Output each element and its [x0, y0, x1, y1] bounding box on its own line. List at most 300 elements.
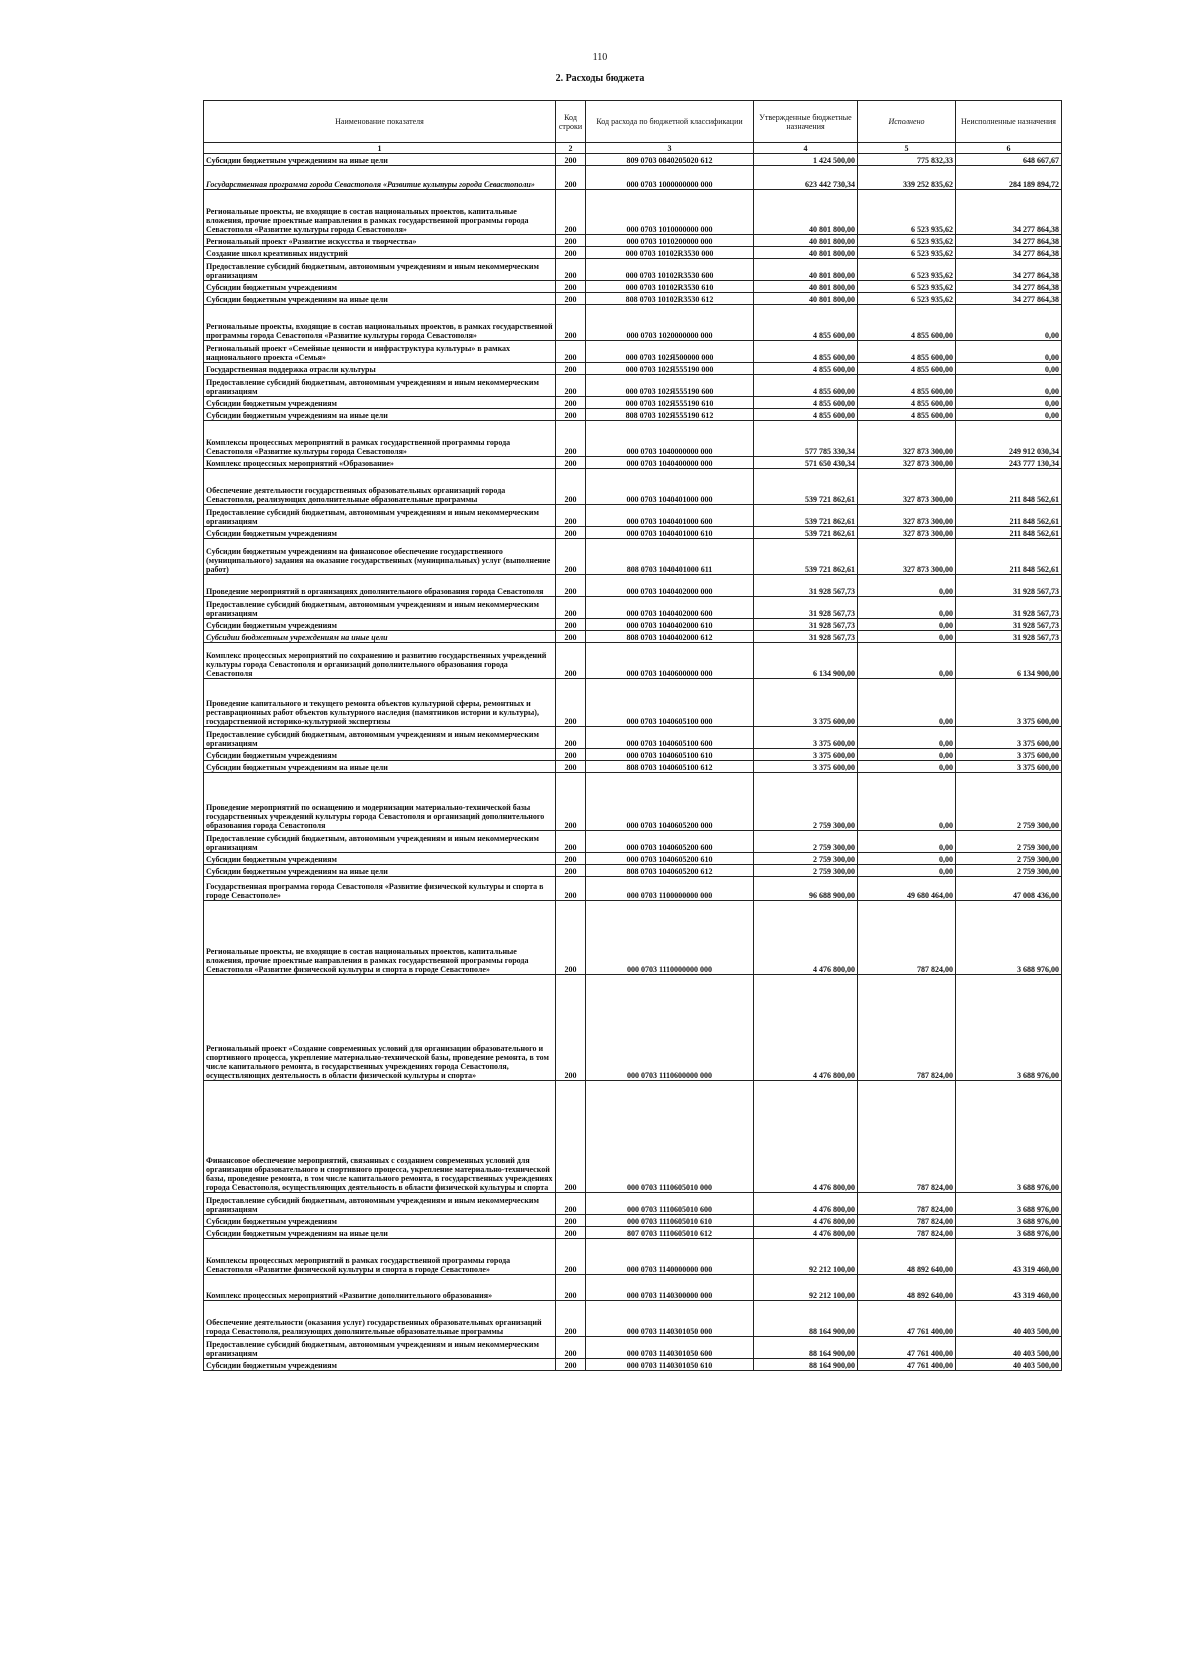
row-kbk: 000 0703 1020000000 000 — [586, 305, 754, 341]
table-row — [204, 190, 1062, 235]
row-approved: 539 721 862,61 — [754, 505, 858, 527]
section-title: 2. Расходы бюджета — [555, 73, 645, 84]
row-approved: 40 801 800,00 — [754, 281, 858, 293]
row-approved: 40 801 800,00 — [754, 259, 858, 281]
row-code: 200 — [556, 1193, 586, 1215]
row-approved: 2 759 300,00 — [754, 773, 858, 831]
row-kbk: 000 0703 1010000000 000 — [586, 190, 754, 235]
row-code: 200 — [556, 293, 586, 305]
row-unexecuted: 3 688 976,00 — [956, 1081, 1062, 1193]
row-name: Субсидии бюджетным учреждениям — [204, 397, 556, 409]
row-approved: 539 721 862,61 — [754, 527, 858, 539]
table-row — [204, 1239, 1062, 1275]
table-header-row — [204, 101, 1062, 143]
row-executed: 48 892 640,00 — [858, 1239, 956, 1275]
row-unexecuted: 3 688 976,00 — [956, 1193, 1062, 1215]
header-name: Наименование показателя — [204, 101, 556, 143]
row-unexecuted: 31 928 567,73 — [956, 575, 1062, 597]
row-executed: 0,00 — [858, 865, 956, 877]
row-kbk: 000 0703 1040402000 600 — [586, 597, 754, 619]
row-name: Комплекс процессных мероприятий «Развитие дополнительного образования» — [204, 1275, 556, 1301]
col-number: 2 — [556, 143, 586, 154]
row-code: 200 — [556, 539, 586, 575]
row-executed: 6 523 935,62 — [858, 235, 956, 247]
table-row — [204, 527, 1062, 539]
row-name: Проведение мероприятий в организациях дополнительного образования города Севастополя — [204, 575, 556, 597]
row-name: Государственная поддержка отрасли культуры — [204, 363, 556, 375]
row-approved: 31 928 567,73 — [754, 619, 858, 631]
table-row — [204, 154, 1062, 166]
row-unexecuted: 40 403 500,00 — [956, 1359, 1062, 1371]
row-approved: 4 855 600,00 — [754, 397, 858, 409]
row-name: Государственная программа города Севастополя «Развитие культуры города Севастополи» — [204, 166, 556, 190]
row-unexecuted: 211 848 562,61 — [956, 469, 1062, 505]
row-code: 200 — [556, 853, 586, 865]
row-approved: 4 855 600,00 — [754, 341, 858, 363]
row-name: Предоставление субсидий бюджетным, автономным учреждениям и иным некоммерческим организациям — [204, 505, 556, 527]
row-unexecuted: 0,00 — [956, 397, 1062, 409]
row-kbk: 000 0703 1040401000 000 — [586, 469, 754, 505]
row-executed: 0,00 — [858, 619, 956, 631]
row-unexecuted: 211 848 562,61 — [956, 539, 1062, 575]
row-code: 200 — [556, 1215, 586, 1227]
row-approved: 4 855 600,00 — [754, 305, 858, 341]
row-executed: 327 873 300,00 — [858, 539, 956, 575]
row-kbk: 808 0703 1040402000 612 — [586, 631, 754, 643]
row-approved: 539 721 862,61 — [754, 469, 858, 505]
row-name: Субсидии бюджетным учреждениям — [204, 1359, 556, 1371]
row-unexecuted: 43 319 460,00 — [956, 1275, 1062, 1301]
row-code: 200 — [556, 865, 586, 877]
row-name: Субсидии бюджетным учреждениям на иные цели — [204, 761, 556, 773]
row-approved: 577 785 330,34 — [754, 421, 858, 457]
row-code: 200 — [556, 397, 586, 409]
table-row — [204, 341, 1062, 363]
row-unexecuted: 47 008 436,00 — [956, 877, 1062, 901]
row-name: Предоставление субсидий бюджетным, автономным учреждениям и иным некоммерческим организациям — [204, 831, 556, 853]
row-unexecuted: 3 688 976,00 — [956, 1227, 1062, 1239]
row-code: 200 — [556, 1359, 586, 1371]
row-name: Региональные проекты, входящие в состав национальных проектов, в рамках государственной программы города Севастополя «Развитие культуры города Севастополя» — [204, 305, 556, 341]
table-row — [204, 457, 1062, 469]
row-name: Финансовое обеспечение мероприятий, связанных с созданием современных условий для организации образовательного и спортивного процесса, укрепление материально-технической базы, проведение ремонта, в том числе капитального ремонта, в государственных учреждениях города Севастополя, осуществляющих деятельность в области физической культуры и спорта — [204, 1081, 556, 1193]
header-unexecuted: Неисполненные назначения — [956, 101, 1062, 143]
row-name: Субсидии бюджетным учреждениям — [204, 527, 556, 539]
row-name: Региональные проекты, не входящие в состав национальных проектов, капитальные вложения, прочие проектные направления в рамках государственной программы города Севастополя «Развитие культуры города Севастополя» — [204, 190, 556, 235]
col-number: 6 — [956, 143, 1062, 154]
row-unexecuted: 34 277 864,38 — [956, 259, 1062, 281]
row-kbk: 000 0703 1040605100 600 — [586, 727, 754, 749]
table-row — [204, 166, 1062, 190]
row-unexecuted: 34 277 864,38 — [956, 247, 1062, 259]
row-kbk: 000 0703 1040605200 610 — [586, 853, 754, 865]
row-approved: 6 134 900,00 — [754, 643, 858, 679]
row-kbk: 000 0703 102Я500000 000 — [586, 341, 754, 363]
row-approved: 1 424 500,00 — [754, 154, 858, 166]
row-executed: 787 824,00 — [858, 975, 956, 1081]
row-kbk: 000 0703 1040605200 600 — [586, 831, 754, 853]
row-unexecuted: 2 759 300,00 — [956, 853, 1062, 865]
row-code: 200 — [556, 975, 586, 1081]
header-approved: Утвержденные бюджетные назначения — [754, 101, 858, 143]
table-row — [204, 1359, 1062, 1371]
table-row — [204, 505, 1062, 527]
row-code: 200 — [556, 831, 586, 853]
row-approved: 31 928 567,73 — [754, 597, 858, 619]
row-unexecuted: 40 403 500,00 — [956, 1337, 1062, 1359]
row-kbk: 000 0703 1110600000 000 — [586, 975, 754, 1081]
row-executed: 339 252 835,62 — [858, 166, 956, 190]
row-unexecuted: 2 759 300,00 — [956, 773, 1062, 831]
row-approved: 4 476 800,00 — [754, 1227, 858, 1239]
col-number: 5 — [858, 143, 956, 154]
row-executed: 0,00 — [858, 831, 956, 853]
row-executed: 327 873 300,00 — [858, 457, 956, 469]
row-unexecuted: 0,00 — [956, 363, 1062, 375]
row-kbk: 000 0703 1140300000 000 — [586, 1275, 754, 1301]
row-code: 200 — [556, 597, 586, 619]
row-approved: 4 476 800,00 — [754, 1215, 858, 1227]
table-row — [204, 619, 1062, 631]
row-approved: 3 375 600,00 — [754, 727, 858, 749]
row-name: Создание школ креативных индустрий — [204, 247, 556, 259]
table-row — [204, 597, 1062, 619]
row-executed: 47 761 400,00 — [858, 1301, 956, 1337]
table-row — [204, 409, 1062, 421]
table-row — [204, 281, 1062, 293]
table-row — [204, 1193, 1062, 1215]
row-name: Субсидии бюджетным учреждениям на иные цели — [204, 1227, 556, 1239]
row-kbk: 000 0703 10102R3530 610 — [586, 281, 754, 293]
row-approved: 40 801 800,00 — [754, 247, 858, 259]
row-name: Предоставление субсидий бюджетным, автономным учреждениям и иным некоммерческим организациям — [204, 1337, 556, 1359]
row-approved: 4 855 600,00 — [754, 409, 858, 421]
row-approved: 3 375 600,00 — [754, 761, 858, 773]
row-unexecuted: 284 189 894,72 — [956, 166, 1062, 190]
row-unexecuted: 40 403 500,00 — [956, 1301, 1062, 1337]
row-executed: 787 824,00 — [858, 1193, 956, 1215]
row-approved: 623 442 730,34 — [754, 166, 858, 190]
row-name: Субсидии бюджетным учреждениям на финансовое обеспечение государственного (муниципального) задания на оказание государственных (муниципальных) услуг (выполнение работ) — [204, 539, 556, 575]
row-name: Региональные проекты, не входящие в состав национальных проектов, капитальные вложения, прочие проектные направления в рамках государственной программы города Севастополя «Развитие физической культуры и спорта в городе Севастополе» — [204, 901, 556, 975]
table-row — [204, 1337, 1062, 1359]
row-kbk: 808 0703 102Я555190 612 — [586, 409, 754, 421]
row-name: Проведение капитального и текущего ремонта объектов культурной сферы, ремонтных и реставрационных работ объектов культурного наследия (памятников истории и культуры), государственной историко-культурной экспертизы — [204, 679, 556, 727]
row-code: 200 — [556, 363, 586, 375]
row-code: 200 — [556, 761, 586, 773]
row-name: Обеспечение деятельности (оказания услуг) государственных образовательных организаций города Севастополя, реализующих дополнительные образовательные программы — [204, 1301, 556, 1337]
row-kbk: 000 0703 1140301050 000 — [586, 1301, 754, 1337]
row-name: Комплексы процессных мероприятий в рамках государственной программы города Севастополя «Развитие физической культуры и спорта в городе Севастополе» — [204, 1239, 556, 1275]
table-body — [204, 154, 1062, 1371]
row-code: 200 — [556, 727, 586, 749]
row-kbk: 000 0703 1110605010 610 — [586, 1215, 754, 1227]
table-row — [204, 1227, 1062, 1239]
row-unexecuted: 3 375 600,00 — [956, 761, 1062, 773]
row-kbk: 808 0703 1040605200 612 — [586, 865, 754, 877]
row-unexecuted: 34 277 864,38 — [956, 281, 1062, 293]
budget-expenses-table — [203, 100, 1062, 1371]
row-code: 200 — [556, 773, 586, 831]
row-code: 200 — [556, 281, 586, 293]
row-executed: 787 824,00 — [858, 1215, 956, 1227]
row-executed: 6 523 935,62 — [858, 281, 956, 293]
table-row — [204, 631, 1062, 643]
row-executed: 4 855 600,00 — [858, 409, 956, 421]
row-kbk: 000 0703 102Я555190 000 — [586, 363, 754, 375]
row-code: 200 — [556, 166, 586, 190]
row-name: Предоставление субсидий бюджетным, автономным учреждениям и иным некоммерческим организациям — [204, 727, 556, 749]
header-row-code: Код строки — [556, 101, 586, 143]
row-approved: 92 212 100,00 — [754, 1239, 858, 1275]
row-executed: 48 892 640,00 — [858, 1275, 956, 1301]
row-name: Субсидии бюджетным учреждениям на иные цели — [204, 154, 556, 166]
row-name: Субсидии бюджетным учреждениям — [204, 1215, 556, 1227]
row-name: Субсидии бюджетным учреждениям на иные цели — [204, 631, 556, 643]
row-code: 200 — [556, 505, 586, 527]
row-unexecuted: 2 759 300,00 — [956, 865, 1062, 877]
row-code: 200 — [556, 457, 586, 469]
row-kbk: 000 0703 1100000000 000 — [586, 877, 754, 901]
table-row — [204, 761, 1062, 773]
row-approved: 571 650 430,34 — [754, 457, 858, 469]
table-row — [204, 901, 1062, 975]
row-code: 200 — [556, 247, 586, 259]
row-name: Субсидии бюджетным учреждениям на иные цели — [204, 409, 556, 421]
row-unexecuted: 648 667,67 — [956, 154, 1062, 166]
row-unexecuted: 249 912 030,34 — [956, 421, 1062, 457]
row-kbk: 807 0703 1110605010 612 — [586, 1227, 754, 1239]
table-row — [204, 375, 1062, 397]
table-row — [204, 749, 1062, 761]
row-name: Субсидии бюджетным учреждениям на иные цели — [204, 293, 556, 305]
table-row — [204, 643, 1062, 679]
row-name: Субсидии бюджетным учреждениям — [204, 749, 556, 761]
table-row — [204, 1081, 1062, 1193]
row-code: 200 — [556, 575, 586, 597]
row-unexecuted: 0,00 — [956, 375, 1062, 397]
row-code: 200 — [556, 1301, 586, 1337]
row-kbk: 000 0703 10102R3530 000 — [586, 247, 754, 259]
row-code: 200 — [556, 375, 586, 397]
row-unexecuted: 34 277 864,38 — [956, 235, 1062, 247]
row-code: 200 — [556, 469, 586, 505]
row-kbk: 000 0703 1040600000 000 — [586, 643, 754, 679]
row-code: 200 — [556, 305, 586, 341]
row-unexecuted: 211 848 562,61 — [956, 527, 1062, 539]
row-code: 200 — [556, 619, 586, 631]
row-executed: 4 855 600,00 — [858, 363, 956, 375]
row-name: Региональный проект «Семейные ценности и инфраструктура культуры» в рамках национального проекта «Семья» — [204, 341, 556, 363]
table-row — [204, 397, 1062, 409]
header-executed: Исполнено — [858, 101, 956, 143]
table-row — [204, 1275, 1062, 1301]
row-executed: 327 873 300,00 — [858, 469, 956, 505]
row-unexecuted: 0,00 — [956, 409, 1062, 421]
row-code: 200 — [556, 1275, 586, 1301]
row-kbk: 808 0703 1040401000 611 — [586, 539, 754, 575]
row-approved: 88 164 900,00 — [754, 1301, 858, 1337]
col-number: 4 — [754, 143, 858, 154]
row-code: 200 — [556, 154, 586, 166]
row-code: 200 — [556, 877, 586, 901]
row-kbk: 000 0703 1040605100 000 — [586, 679, 754, 727]
table-row — [204, 421, 1062, 457]
row-executed: 775 832,33 — [858, 154, 956, 166]
row-code: 200 — [556, 1081, 586, 1193]
row-kbk: 000 0703 1110605010 000 — [586, 1081, 754, 1193]
row-unexecuted: 0,00 — [956, 341, 1062, 363]
row-executed: 6 523 935,62 — [858, 259, 956, 281]
row-code: 200 — [556, 643, 586, 679]
table-row — [204, 575, 1062, 597]
table-row — [204, 975, 1062, 1081]
table-row — [204, 235, 1062, 247]
header-class-code: Код расхода по бюджетной классификации — [586, 101, 754, 143]
row-kbk: 000 0703 1110605010 600 — [586, 1193, 754, 1215]
row-executed: 6 523 935,62 — [858, 190, 956, 235]
row-executed: 0,00 — [858, 597, 956, 619]
row-unexecuted: 2 759 300,00 — [956, 831, 1062, 853]
table-row — [204, 1215, 1062, 1227]
table-row — [204, 363, 1062, 375]
row-approved: 2 759 300,00 — [754, 865, 858, 877]
row-executed: 0,00 — [858, 773, 956, 831]
row-executed: 47 761 400,00 — [858, 1359, 956, 1371]
row-code: 200 — [556, 1227, 586, 1239]
row-code: 200 — [556, 527, 586, 539]
table-row — [204, 305, 1062, 341]
row-kbk: 000 0703 1040605200 000 — [586, 773, 754, 831]
row-approved: 40 801 800,00 — [754, 293, 858, 305]
row-code: 200 — [556, 749, 586, 761]
col-number: 1 — [204, 143, 556, 154]
row-executed: 4 855 600,00 — [858, 397, 956, 409]
row-code: 200 — [556, 631, 586, 643]
row-unexecuted: 34 277 864,38 — [956, 190, 1062, 235]
row-kbk: 808 0703 1040605100 612 — [586, 761, 754, 773]
row-kbk: 809 0703 0840205020 612 — [586, 154, 754, 166]
row-name: Обеспечение деятельности государственных образовательных организаций города Севастополя, реализующих дополнительные образовательные программы — [204, 469, 556, 505]
row-unexecuted: 211 848 562,61 — [956, 505, 1062, 527]
row-executed: 327 873 300,00 — [858, 505, 956, 527]
row-name: Предоставление субсидий бюджетным, автономным учреждениям и иным некоммерческим организациям — [204, 597, 556, 619]
row-approved: 4 476 800,00 — [754, 901, 858, 975]
row-code: 200 — [556, 409, 586, 421]
table-row — [204, 853, 1062, 865]
row-kbk: 000 0703 102Я555190 610 — [586, 397, 754, 409]
row-name: Предоставление субсидий бюджетным, автономным учреждениям и иным некоммерческим организациям — [204, 1193, 556, 1215]
row-name: Субсидии бюджетным учреждениям на иные цели — [204, 865, 556, 877]
row-code: 200 — [556, 341, 586, 363]
table-row — [204, 679, 1062, 727]
row-name: Субсидии бюджетным учреждениям — [204, 853, 556, 865]
row-code: 200 — [556, 235, 586, 247]
row-executed: 0,00 — [858, 761, 956, 773]
row-executed: 4 855 600,00 — [858, 305, 956, 341]
row-unexecuted: 31 928 567,73 — [956, 631, 1062, 643]
row-unexecuted: 3 688 976,00 — [956, 1215, 1062, 1227]
row-approved: 4 855 600,00 — [754, 363, 858, 375]
row-kbk: 000 0703 1140301050 600 — [586, 1337, 754, 1359]
page-number: 110 — [592, 52, 608, 63]
table-row — [204, 877, 1062, 901]
row-code: 200 — [556, 421, 586, 457]
row-kbk: 000 0703 1040400000 000 — [586, 457, 754, 469]
row-unexecuted: 3 688 976,00 — [956, 975, 1062, 1081]
row-name: Региональный проект «Развитие искусства и творчества» — [204, 235, 556, 247]
row-executed: 6 523 935,62 — [858, 247, 956, 259]
row-unexecuted: 243 777 130,34 — [956, 457, 1062, 469]
table-row — [204, 469, 1062, 505]
row-name: Государственная программа города Севастополя «Развитие физической культуры и спорта в городе Севастополе» — [204, 877, 556, 901]
row-code: 200 — [556, 679, 586, 727]
row-executed: 0,00 — [858, 679, 956, 727]
row-executed: 47 761 400,00 — [858, 1337, 956, 1359]
row-approved: 88 164 900,00 — [754, 1337, 858, 1359]
row-executed: 0,00 — [858, 749, 956, 761]
row-unexecuted: 6 134 900,00 — [956, 643, 1062, 679]
row-unexecuted: 34 277 864,38 — [956, 293, 1062, 305]
row-unexecuted: 3 688 976,00 — [956, 901, 1062, 975]
row-executed: 787 824,00 — [858, 901, 956, 975]
row-approved: 31 928 567,73 — [754, 631, 858, 643]
row-kbk: 000 0703 1000000000 000 — [586, 166, 754, 190]
row-kbk: 000 0703 1040605100 610 — [586, 749, 754, 761]
row-name: Субсидии бюджетным учреждениям — [204, 619, 556, 631]
table-row — [204, 539, 1062, 575]
row-approved: 40 801 800,00 — [754, 190, 858, 235]
row-approved: 88 164 900,00 — [754, 1359, 858, 1371]
row-name: Комплекс процессных мероприятий по сохранению и развитию государственных учреждений культуры города Севастополя и организаций дополнительного образования города Севастополя — [204, 643, 556, 679]
row-kbk: 000 0703 1040401000 600 — [586, 505, 754, 527]
row-unexecuted: 0,00 — [956, 305, 1062, 341]
row-approved: 2 759 300,00 — [754, 853, 858, 865]
row-executed: 0,00 — [858, 631, 956, 643]
row-approved: 40 801 800,00 — [754, 235, 858, 247]
row-approved: 2 759 300,00 — [754, 831, 858, 853]
table-row — [204, 293, 1062, 305]
row-executed: 6 523 935,62 — [858, 293, 956, 305]
col-number: 3 — [586, 143, 754, 154]
row-executed: 49 680 464,00 — [858, 877, 956, 901]
row-approved: 4 476 800,00 — [754, 1193, 858, 1215]
table-row — [204, 1301, 1062, 1337]
row-kbk: 000 0703 1040401000 610 — [586, 527, 754, 539]
row-name: Предоставление субсидий бюджетным, автономным учреждениям и иным некоммерческим организациям — [204, 259, 556, 281]
table-row — [204, 247, 1062, 259]
row-approved: 4 476 800,00 — [754, 975, 858, 1081]
row-unexecuted: 43 319 460,00 — [956, 1239, 1062, 1275]
row-approved: 4 855 600,00 — [754, 375, 858, 397]
row-kbk: 000 0703 1110000000 000 — [586, 901, 754, 975]
row-kbk: 000 0703 1140301050 610 — [586, 1359, 754, 1371]
row-kbk: 000 0703 1140000000 000 — [586, 1239, 754, 1275]
row-kbk: 000 0703 1040402000 000 — [586, 575, 754, 597]
column-number-row — [204, 143, 1062, 154]
row-executed: 4 855 600,00 — [858, 341, 956, 363]
row-code: 200 — [556, 259, 586, 281]
table-row — [204, 773, 1062, 831]
row-name: Комплексы процессных мероприятий в рамках государственной программы города Севастополя «Развитие культуры города Севастополя» — [204, 421, 556, 457]
row-executed: 327 873 300,00 — [858, 421, 956, 457]
row-executed: 787 824,00 — [858, 1081, 956, 1193]
table-row — [204, 865, 1062, 877]
row-executed: 4 855 600,00 — [858, 375, 956, 397]
row-kbk: 000 0703 10102R3530 600 — [586, 259, 754, 281]
row-unexecuted: 3 375 600,00 — [956, 727, 1062, 749]
row-code: 200 — [556, 901, 586, 975]
